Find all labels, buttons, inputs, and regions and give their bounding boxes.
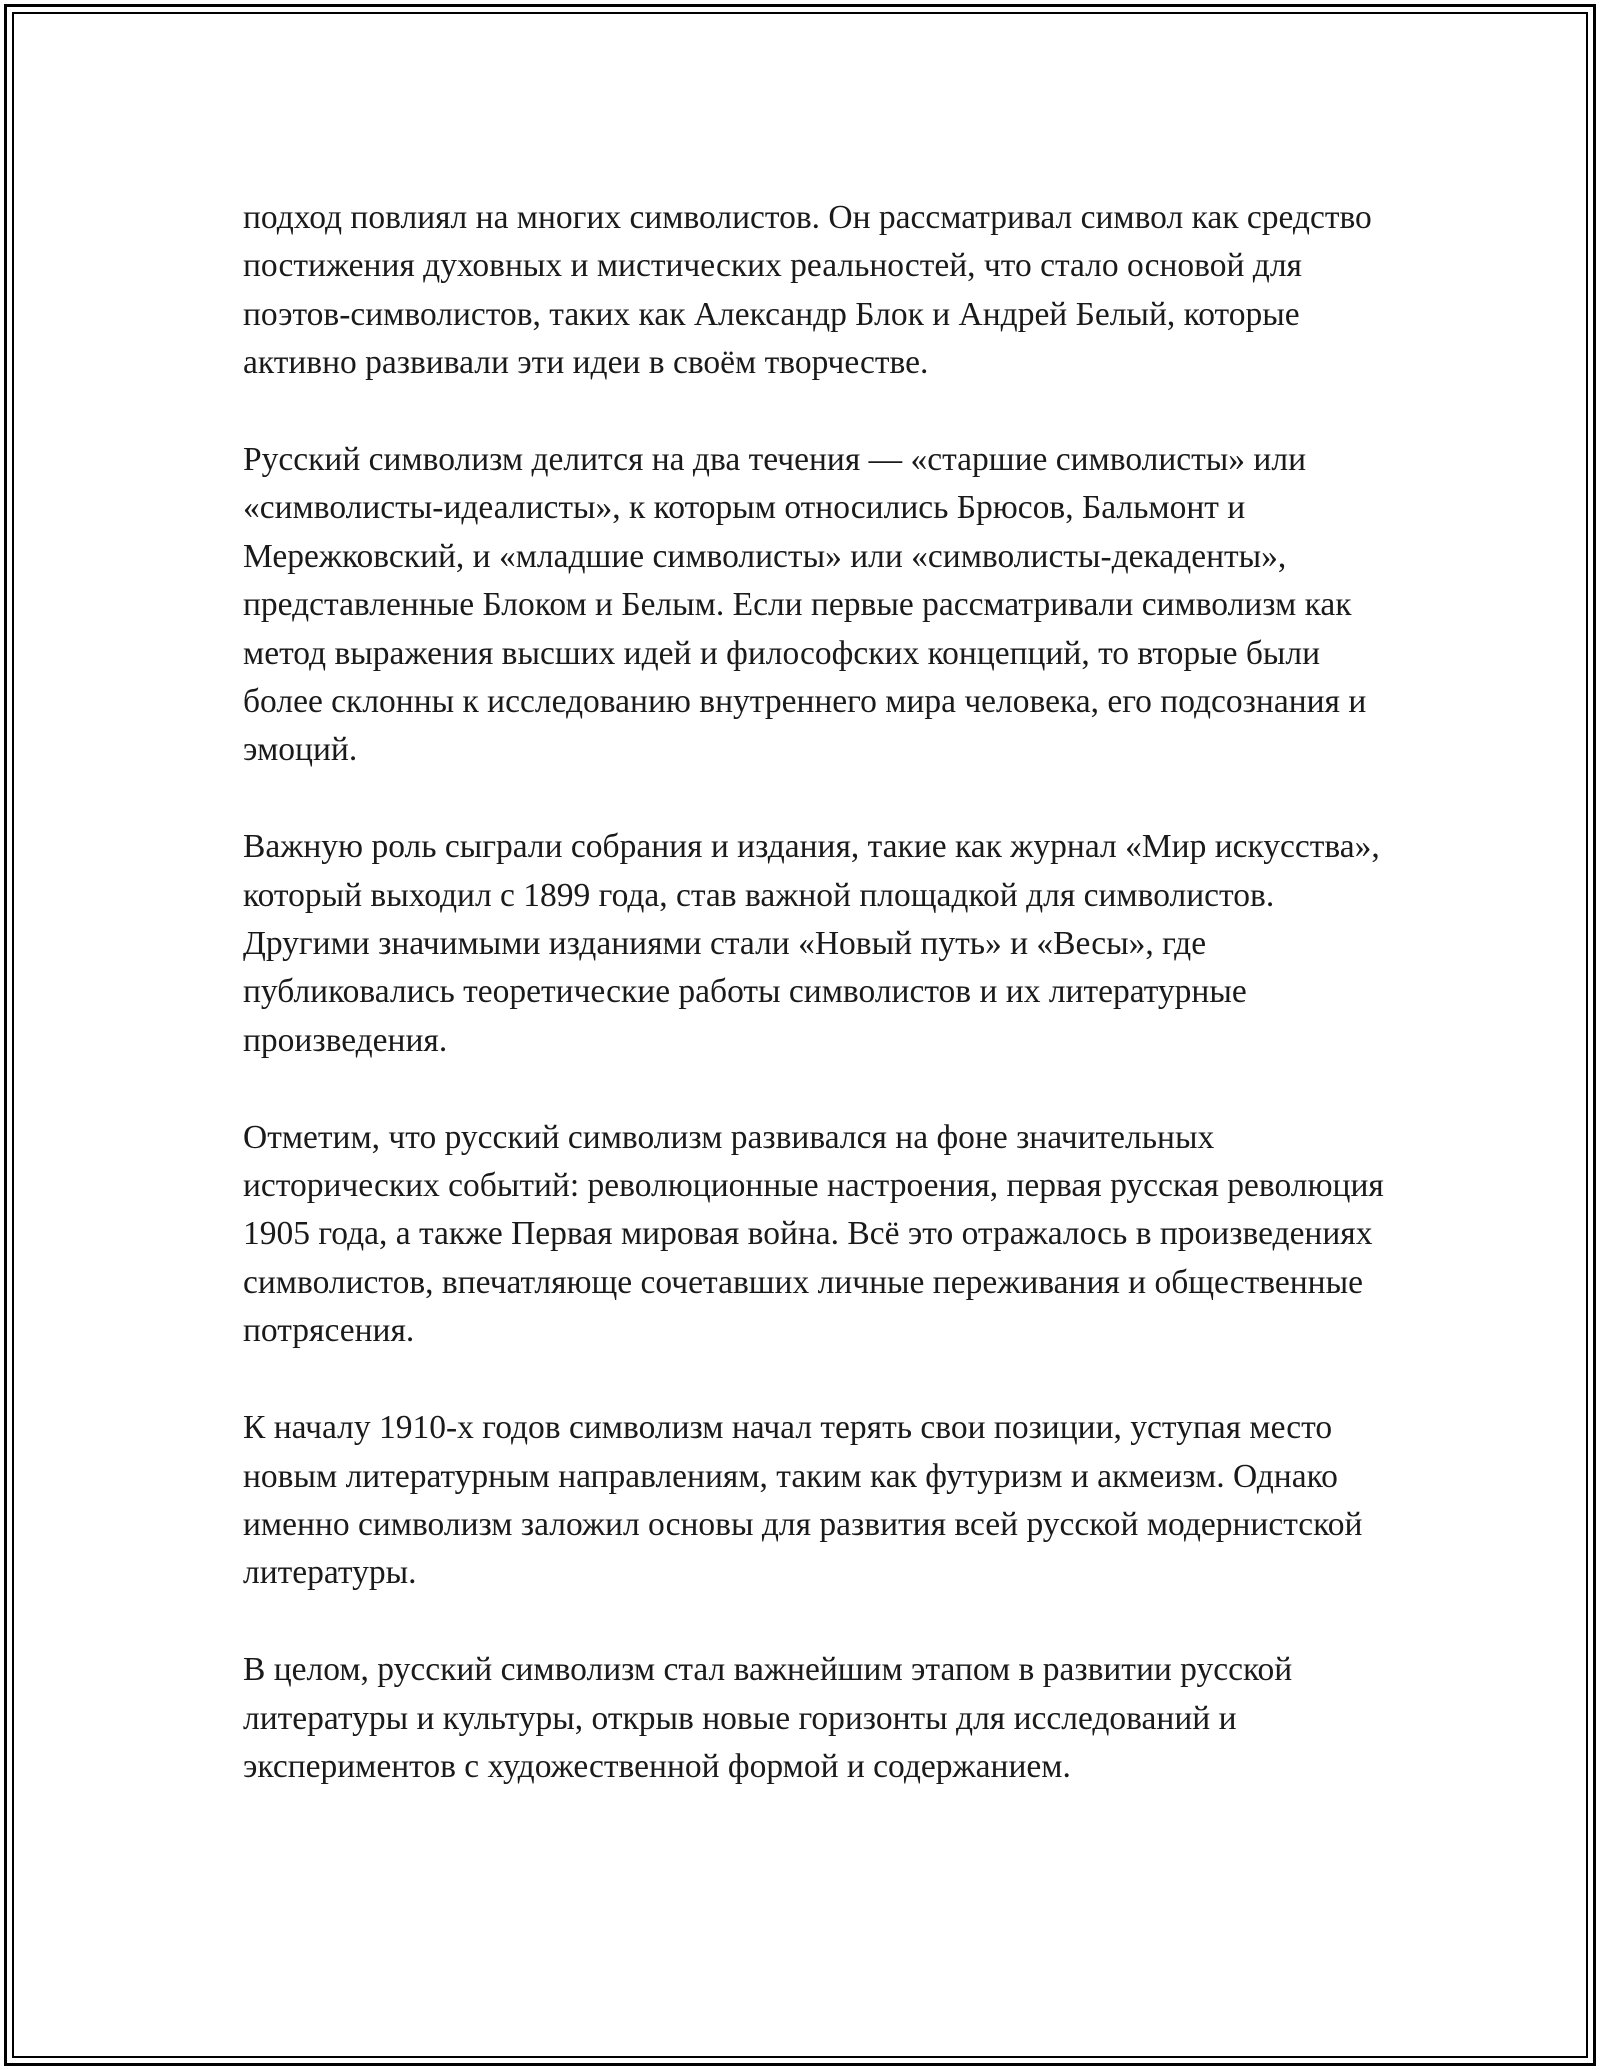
document-body — [243, 194, 1393, 1791]
paragraph-5: К началу 1910-х годов символизм начал терять свои позиции, уступая место новым литературным направлениям, таким как футуризм и акмеизм. Однако именно символизм заложил основы для развития всей русской модернистской литературы. — [243, 1409, 1363, 1592]
paragraph-1: подход повлиял на многих символистов. Он рассматривал символ как средство постижения духовных и мистических реальностей, что стало основой для поэтов-символистов, таких как Александр Блок и Андрей Белый, которые активно развивали эти идеи в своём творчестве. — [243, 199, 1372, 382]
paragraph-3: Важную роль сыграли собрания и издания, такие как журнал «Мир искусства», который выходил с 1899 года, став важной площадкой для символистов. Другими значимыми изданиями стали «Новый путь» и «Весы», где публиковались теоретические работы символистов и их литературные произведения. — [243, 828, 1380, 1059]
paragraph-6: В целом, русский символизм стал важнейшим этапом в развитии русской литературы и культуры, открыв новые горизонты для исследований и экспериментов с художественной формой и содержанием. — [243, 1651, 1293, 1785]
page-frame — [4, 4, 1596, 2066]
paragraph-4: Отметим, что русский символизм развивался на фоне значительных исторических событий: революционные настроения, первая русская революция 1905 года, а также Первая мировая война. Всё это отражалось в произведениях символистов, впечатляюще сочетавших личные переживания и общественные потрясения. — [243, 1118, 1384, 1350]
paragraph-2: Русский символизм делится на два течения — «старшие символисты» или «символисты-идеалисты», к которым относились Брюсов, Бальмонт и Мережковский, и «младшие символисты» или «символисты-декаденты», представленные Блоком и Белым. Если первые рассматривали символизм как метод выражения высших идей и философских концепций, то вторые были более склонны к исследованию внутреннего мира человека, его подсознания и эмоций. — [243, 441, 1367, 769]
